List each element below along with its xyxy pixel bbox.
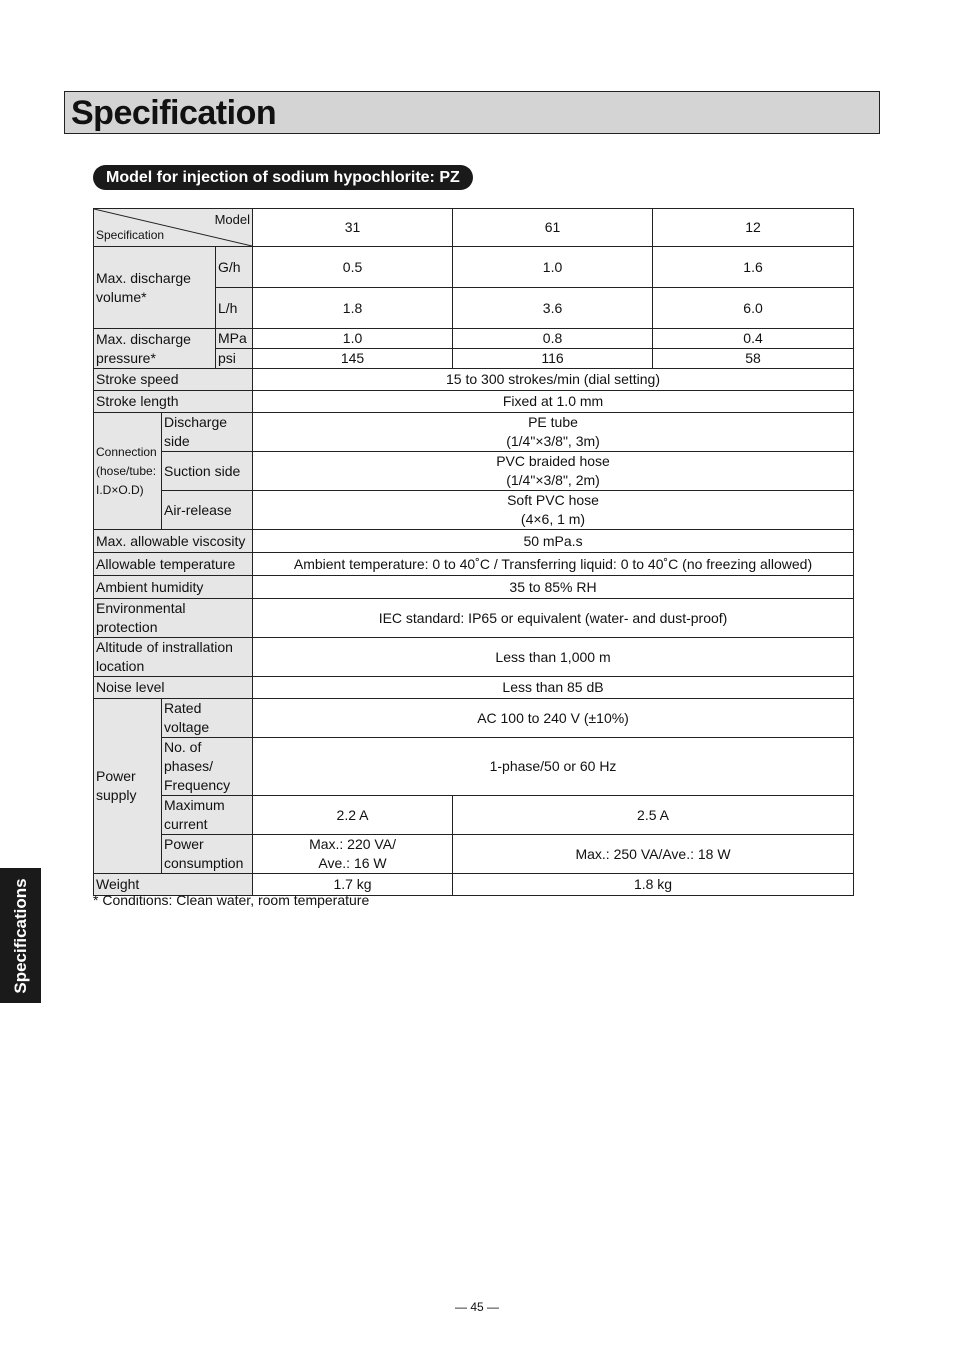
table-cell: 145 — [253, 349, 453, 369]
phases-value: 1-phase/50 or 60 Hz — [253, 738, 854, 796]
rated-voltage-label: Rated voltage — [162, 699, 253, 738]
stroke-speed-label: Stroke speed — [94, 369, 253, 391]
table-row — [94, 452, 854, 491]
table-row — [94, 391, 854, 413]
suction-side-line1: PVC braided hose — [496, 453, 610, 469]
suction-side-line2: (1/4"×3/8", 2m) — [506, 472, 600, 488]
table-row — [94, 796, 854, 835]
max-current-31: 2.2 A — [253, 796, 453, 835]
max-current-61-12: 2.5 A — [453, 796, 854, 835]
phases-label: No. of phases/ Frequency — [162, 738, 253, 796]
viscosity-value: 50 mPa.s — [253, 530, 854, 553]
table-row — [94, 699, 854, 738]
power-supply-label: Power supply — [94, 699, 162, 874]
suction-side-value — [253, 452, 854, 491]
power-consumption-61-12: Max.: 250 VA/Ave.: 18 W — [453, 835, 854, 874]
side-tab — [0, 868, 41, 1003]
table-row — [94, 638, 854, 677]
discharge-volume-label: Max. discharge volume* — [94, 247, 216, 329]
discharge-pressure-label: Max. discharge pressure* — [94, 329, 216, 369]
page-title: Specification — [71, 94, 277, 132]
weight-61-12: 1.8 kg — [453, 874, 854, 896]
humidity-label: Ambient humidity — [94, 576, 253, 599]
table-cell: 0.4 — [653, 329, 854, 349]
side-tab-label: Specifications — [10, 877, 30, 994]
table-row — [94, 329, 854, 349]
power-consumption-31 — [253, 835, 453, 874]
power-consumption-label: Power consumption — [162, 835, 253, 874]
discharge-side-line2: (1/4"×3/8", 3m) — [506, 433, 600, 449]
air-release-line1: Soft PVC hose — [507, 492, 599, 508]
table-header-row — [94, 209, 854, 247]
air-release-line2: (4×6, 1 m) — [520, 511, 586, 527]
noise-label: Noise level — [94, 677, 253, 699]
table-cell: 58 — [653, 349, 854, 369]
max-current-label: Maximum current — [162, 796, 253, 835]
suction-side-label: Suction side — [162, 452, 253, 491]
stroke-speed-value: 15 to 300 strokes/min (dial setting) — [253, 369, 854, 391]
altitude-value: Less than 1,000 m — [253, 638, 854, 677]
power-consumption-31-line1: Max.: 220 VA/ — [309, 836, 396, 852]
table-row — [94, 530, 854, 553]
header-diagonal-cell — [94, 209, 253, 247]
table-row — [94, 413, 854, 452]
title-bar — [64, 91, 880, 134]
rated-voltage-value: AC 100 to 240 V (±10%) — [253, 699, 854, 738]
temperature-value: Ambient temperature: 0 to 40˚C / Transferring liquid: 0 to 40˚C (no freezing allowed) — [253, 553, 854, 576]
table-cell: 1.0 — [453, 247, 653, 288]
table-row — [94, 491, 854, 530]
temperature-label: Allowable temperature — [94, 553, 253, 576]
weight-31: 1.7 kg — [253, 874, 453, 896]
table-cell: 1.0 — [253, 329, 453, 349]
unit-lph: L/h — [216, 288, 253, 329]
discharge-side-line1: PE tube — [528, 414, 578, 430]
unit-gph: G/h — [216, 247, 253, 288]
table-cell: 1.8 — [253, 288, 453, 329]
spec-table — [93, 208, 854, 896]
viscosity-label: Max. allowable viscosity — [94, 530, 253, 553]
table-row — [94, 553, 854, 576]
footnote: * Conditions: Clean water, room temperature — [93, 892, 370, 908]
table-cell: 3.6 — [453, 288, 653, 329]
table-cell: 0.5 — [253, 247, 453, 288]
connection-label: Connection (hose/tube: I.D×O.D) — [94, 413, 162, 530]
table-row — [94, 576, 854, 599]
table-cell: 0.8 — [453, 329, 653, 349]
air-release-label: Air-release — [162, 491, 253, 530]
model-61-header: 61 — [453, 209, 653, 247]
noise-value: Less than 85 dB — [253, 677, 854, 699]
altitude-label: Altitude of instrallation location — [94, 638, 253, 677]
protection-value: IEC standard: IP65 or equivalent (water- and dust-proof) — [253, 599, 854, 638]
protection-label: Environmental protection — [94, 599, 253, 638]
stroke-length-value: Fixed at 1.0 mm — [253, 391, 854, 413]
table-row — [94, 835, 854, 874]
table-row — [94, 738, 854, 796]
weight-label: Weight — [94, 874, 253, 896]
discharge-side-label: Discharge side — [162, 413, 253, 452]
page-number: — 45 — — [454, 1300, 499, 1314]
specification-header-label: Specification — [96, 228, 165, 242]
air-release-value — [253, 491, 854, 530]
table-row — [94, 369, 854, 391]
table-cell: 1.6 — [653, 247, 854, 288]
table-row — [94, 677, 854, 699]
model-31-header: 31 — [253, 209, 453, 247]
table-row — [94, 599, 854, 638]
model-12-header: 12 — [653, 209, 854, 247]
stroke-length-label: Stroke length — [94, 391, 253, 413]
unit-mpa: MPa — [216, 329, 253, 349]
model-header-label: Model — [214, 212, 251, 227]
table-cell: 116 — [453, 349, 653, 369]
humidity-value: 35 to 85% RH — [253, 576, 854, 599]
table-row — [94, 247, 854, 288]
section-heading: Model for injection of sodium hypochlorite: PZ — [93, 165, 473, 190]
power-consumption-31-line2: Ave.: 16 W — [318, 855, 387, 871]
unit-psi: psi — [216, 349, 253, 369]
table-cell: 6.0 — [653, 288, 854, 329]
discharge-side-value — [253, 413, 854, 452]
